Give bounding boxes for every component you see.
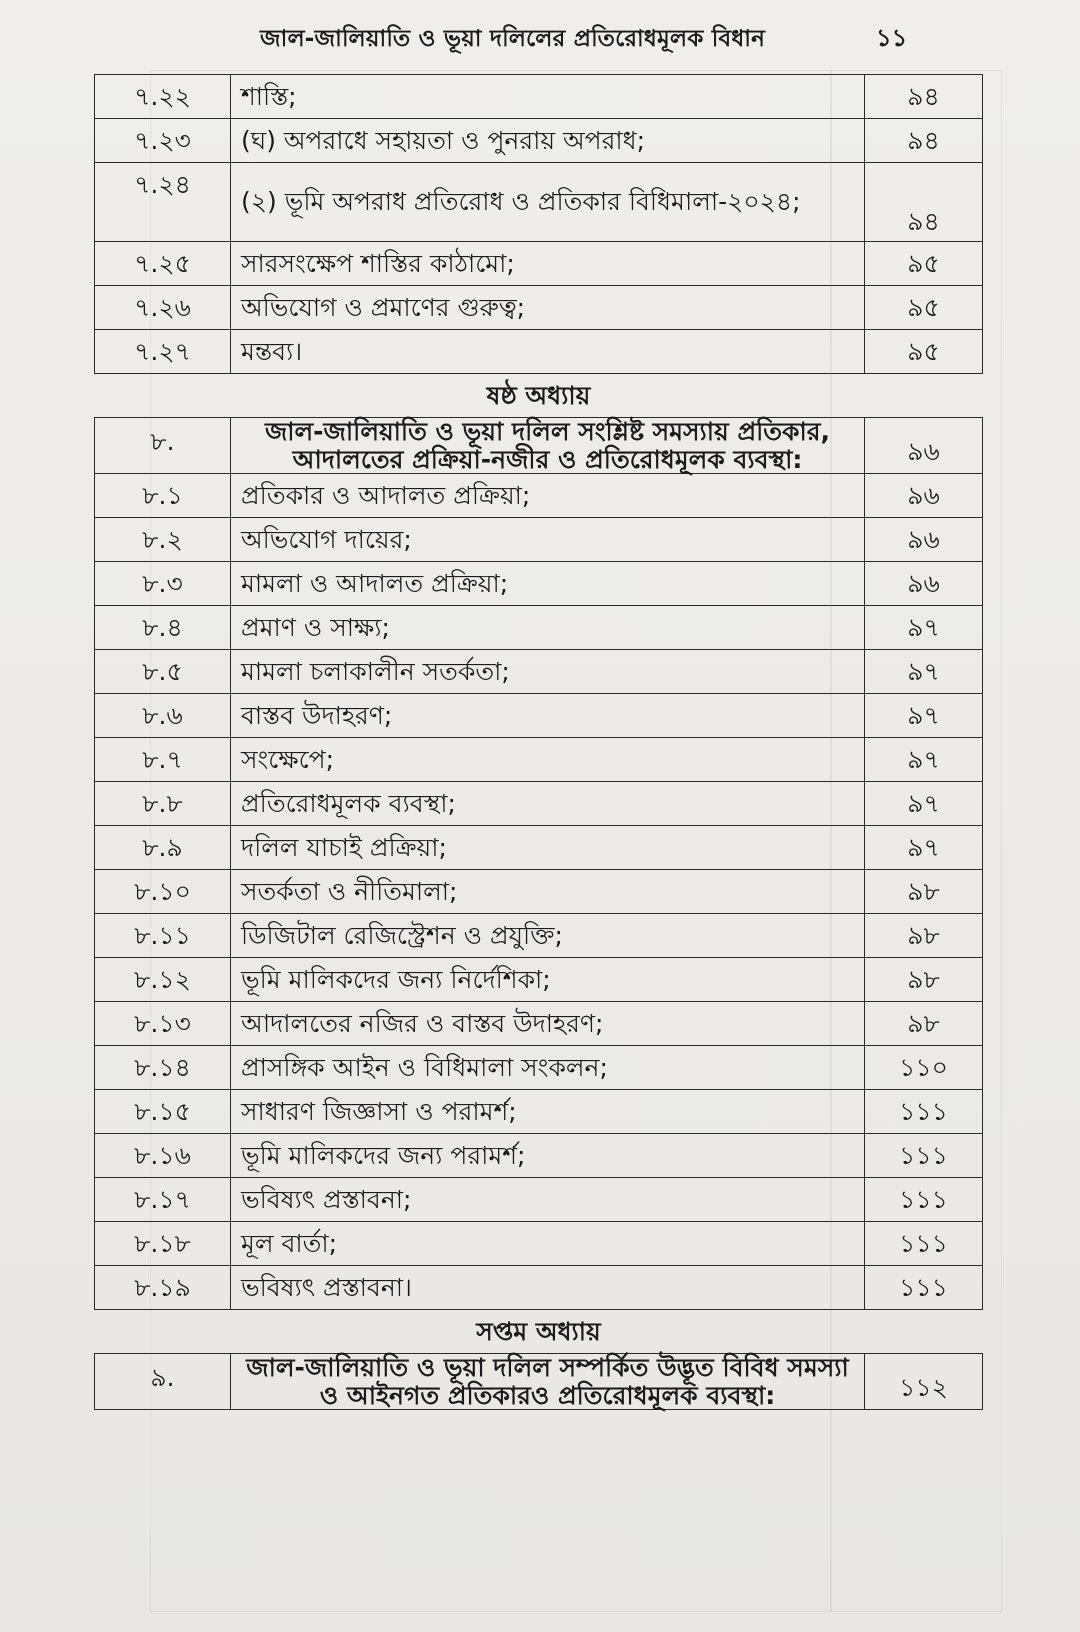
toc-row <box>95 330 983 374</box>
section-page: ৯৭ <box>865 826 983 870</box>
section-title: দলিল যাচাই প্রক্রিয়া; <box>231 826 865 870</box>
toc-row <box>95 1178 983 1222</box>
toc-row <box>95 75 983 119</box>
chapter-number: ৮. <box>95 418 231 474</box>
section-title: অভিযোগ দায়ের; <box>231 518 865 562</box>
section-number: ৮.৪ <box>95 606 231 650</box>
section-title: প্রতিকার ও আদালত প্রক্রিয়া; <box>231 474 865 518</box>
section-number: ৭.২৭ <box>95 330 231 374</box>
section-number: ৮.৯ <box>95 826 231 870</box>
section-title: প্রমাণ ও সাক্ষ্য; <box>231 606 865 650</box>
section-title: (২) ভূমি অপরাধ প্রতিরোধ ও প্রতিকার বিধিমালা-২০২৪; <box>231 163 865 242</box>
section-page: ১১১ <box>865 1178 983 1222</box>
section-title: সতর্কতা ও নীতিমালা; <box>231 870 865 914</box>
chapter-number: ৯. <box>95 1354 231 1410</box>
section-page: ৯৫ <box>865 242 983 286</box>
section-page: ১১০ <box>865 1046 983 1090</box>
table-of-contents <box>94 74 983 1410</box>
running-header-title: জাল-জালিয়াতি ও ভূয়া দলিলের প্রতিরোধমূলক বিধান <box>260 26 766 52</box>
toc-row <box>95 1266 983 1310</box>
section-title: ভূমি মালিকদের জন্য পরামর্শ; <box>231 1134 865 1178</box>
toc-row <box>95 119 983 163</box>
section-number: ৮.১ <box>95 474 231 518</box>
toc-row <box>95 914 983 958</box>
section-number: ৮.১২ <box>95 958 231 1002</box>
section-title: সংক্ষেপে; <box>231 738 865 782</box>
toc-row <box>95 694 983 738</box>
section-title: মন্তব্য। <box>231 330 865 374</box>
toc-row <box>95 562 983 606</box>
toc-row <box>95 286 983 330</box>
section-page: ৯৬ <box>865 474 983 518</box>
toc-row <box>95 1134 983 1178</box>
chapter-heading: ষষ্ঠ অধ্যায় <box>95 374 983 418</box>
section-number: ৮.১০ <box>95 870 231 914</box>
toc-row <box>95 1090 983 1134</box>
section-page: ৯৪ <box>865 119 983 163</box>
section-number: ৭.২৬ <box>95 286 231 330</box>
section-number: ৮.২ <box>95 518 231 562</box>
chapter-title: জাল-জালিয়াতি ও ভূয়া দলিল সংশ্লিষ্ট সমস্যায় প্রতিকার, আদালতের প্রক্রিয়া-নজীর ও প্রতিরোধমূলক ব্যবস্থা: <box>231 418 865 474</box>
chapter-heading-row <box>95 374 983 418</box>
chapter-row <box>95 418 983 474</box>
section-title: ডিজিটাল রেজিস্ট্রেশন ও প্রযুক্তি; <box>231 914 865 958</box>
toc-row <box>95 606 983 650</box>
chapter-page: ৯৬ <box>865 418 983 474</box>
section-title: প্রতিরোধমূলক ব্যবস্থা; <box>231 782 865 826</box>
section-number: ৮.১৮ <box>95 1222 231 1266</box>
section-page: ১১১ <box>865 1222 983 1266</box>
section-page: ৯৮ <box>865 1002 983 1046</box>
section-title: আদালতের নজির ও বাস্তব উদাহরণ; <box>231 1002 865 1046</box>
chapter-row <box>95 1354 983 1410</box>
toc-row <box>95 650 983 694</box>
toc-row <box>95 242 983 286</box>
section-page: ৯৫ <box>865 286 983 330</box>
section-number: ৮.১৯ <box>95 1266 231 1310</box>
toc-row <box>95 782 983 826</box>
section-page: ৯৭ <box>865 782 983 826</box>
section-title: সারসংক্ষেপ শাস্তির কাঠামো; <box>231 242 865 286</box>
section-page: ৯৪ <box>865 163 983 242</box>
section-number: ৮.৩ <box>95 562 231 606</box>
section-page: ৯৭ <box>865 606 983 650</box>
section-title: মামলা ও আদালত প্রক্রিয়া; <box>231 562 865 606</box>
section-title: (ঘ) অপরাধে সহায়তা ও পুনরায় অপরাধ; <box>231 119 865 163</box>
toc-row <box>95 1222 983 1266</box>
section-number: ৭.২৪ <box>95 163 231 242</box>
section-page: ১১১ <box>865 1134 983 1178</box>
section-number: ৭.২৫ <box>95 242 231 286</box>
section-page: ৯৭ <box>865 650 983 694</box>
chapter-heading-row <box>95 1310 983 1354</box>
section-page: ৯৭ <box>865 738 983 782</box>
section-number: ৮.১৩ <box>95 1002 231 1046</box>
section-page: ৯৮ <box>865 958 983 1002</box>
page-number: ১১ <box>876 24 908 52</box>
toc-row <box>95 474 983 518</box>
section-title: মামলা চলাকালীন সতর্কতা; <box>231 650 865 694</box>
section-number: ৮.৬ <box>95 694 231 738</box>
chapter-heading: সপ্তম অধ্যায় <box>95 1310 983 1354</box>
section-title: ভবিষ্যৎ প্রস্তাবনা। <box>231 1266 865 1310</box>
section-page: ৯৮ <box>865 870 983 914</box>
section-title: ভবিষ্যৎ প্রস্তাবনা; <box>231 1178 865 1222</box>
section-number: ৭.২৩ <box>95 119 231 163</box>
toc-row <box>95 958 983 1002</box>
toc-row <box>95 1046 983 1090</box>
section-title: অভিযোগ ও প্রমাণের গুরুত্ব; <box>231 286 865 330</box>
section-page: ১১১ <box>865 1266 983 1310</box>
toc-row <box>95 870 983 914</box>
section-title: বাস্তব উদাহরণ; <box>231 694 865 738</box>
section-title: ভূমি মালিকদের জন্য নির্দেশিকা; <box>231 958 865 1002</box>
section-title: প্রাসঙ্গিক আইন ও বিধিমালা সংকলন; <box>231 1046 865 1090</box>
section-title: সাধারণ জিজ্ঞাসা ও পরামর্শ; <box>231 1090 865 1134</box>
section-number: ৮.১৭ <box>95 1178 231 1222</box>
section-page: ৯৮ <box>865 914 983 958</box>
section-page: ৯৪ <box>865 75 983 119</box>
section-number: ৮.৫ <box>95 650 231 694</box>
chapter-page: ১১২ <box>865 1354 983 1410</box>
section-number: ৭.২২ <box>95 75 231 119</box>
toc-row <box>95 163 983 242</box>
section-page: ৯৫ <box>865 330 983 374</box>
section-number: ৮.৭ <box>95 738 231 782</box>
running-header <box>0 18 1080 58</box>
toc-row <box>95 738 983 782</box>
toc-row <box>95 1002 983 1046</box>
section-page: ৯৬ <box>865 562 983 606</box>
section-page: ১১১ <box>865 1090 983 1134</box>
section-number: ৮.১১ <box>95 914 231 958</box>
section-number: ৮.১৫ <box>95 1090 231 1134</box>
section-page: ৯৭ <box>865 694 983 738</box>
toc-row <box>95 518 983 562</box>
chapter-title: জাল-জালিয়াতি ও ভূয়া দলিল সম্পর্কিত উদ্ভূত বিবিধ সমস্যা ও আইনগত প্রতিকারও প্রতিরোধমূলক ব্যবস্থা: <box>231 1354 865 1410</box>
section-number: ৮.৮ <box>95 782 231 826</box>
toc-row <box>95 826 983 870</box>
section-page: ৯৬ <box>865 518 983 562</box>
section-number: ৮.১৪ <box>95 1046 231 1090</box>
section-title: মূল বার্তা; <box>231 1222 865 1266</box>
section-title: শাস্তি; <box>231 75 865 119</box>
section-number: ৮.১৬ <box>95 1134 231 1178</box>
